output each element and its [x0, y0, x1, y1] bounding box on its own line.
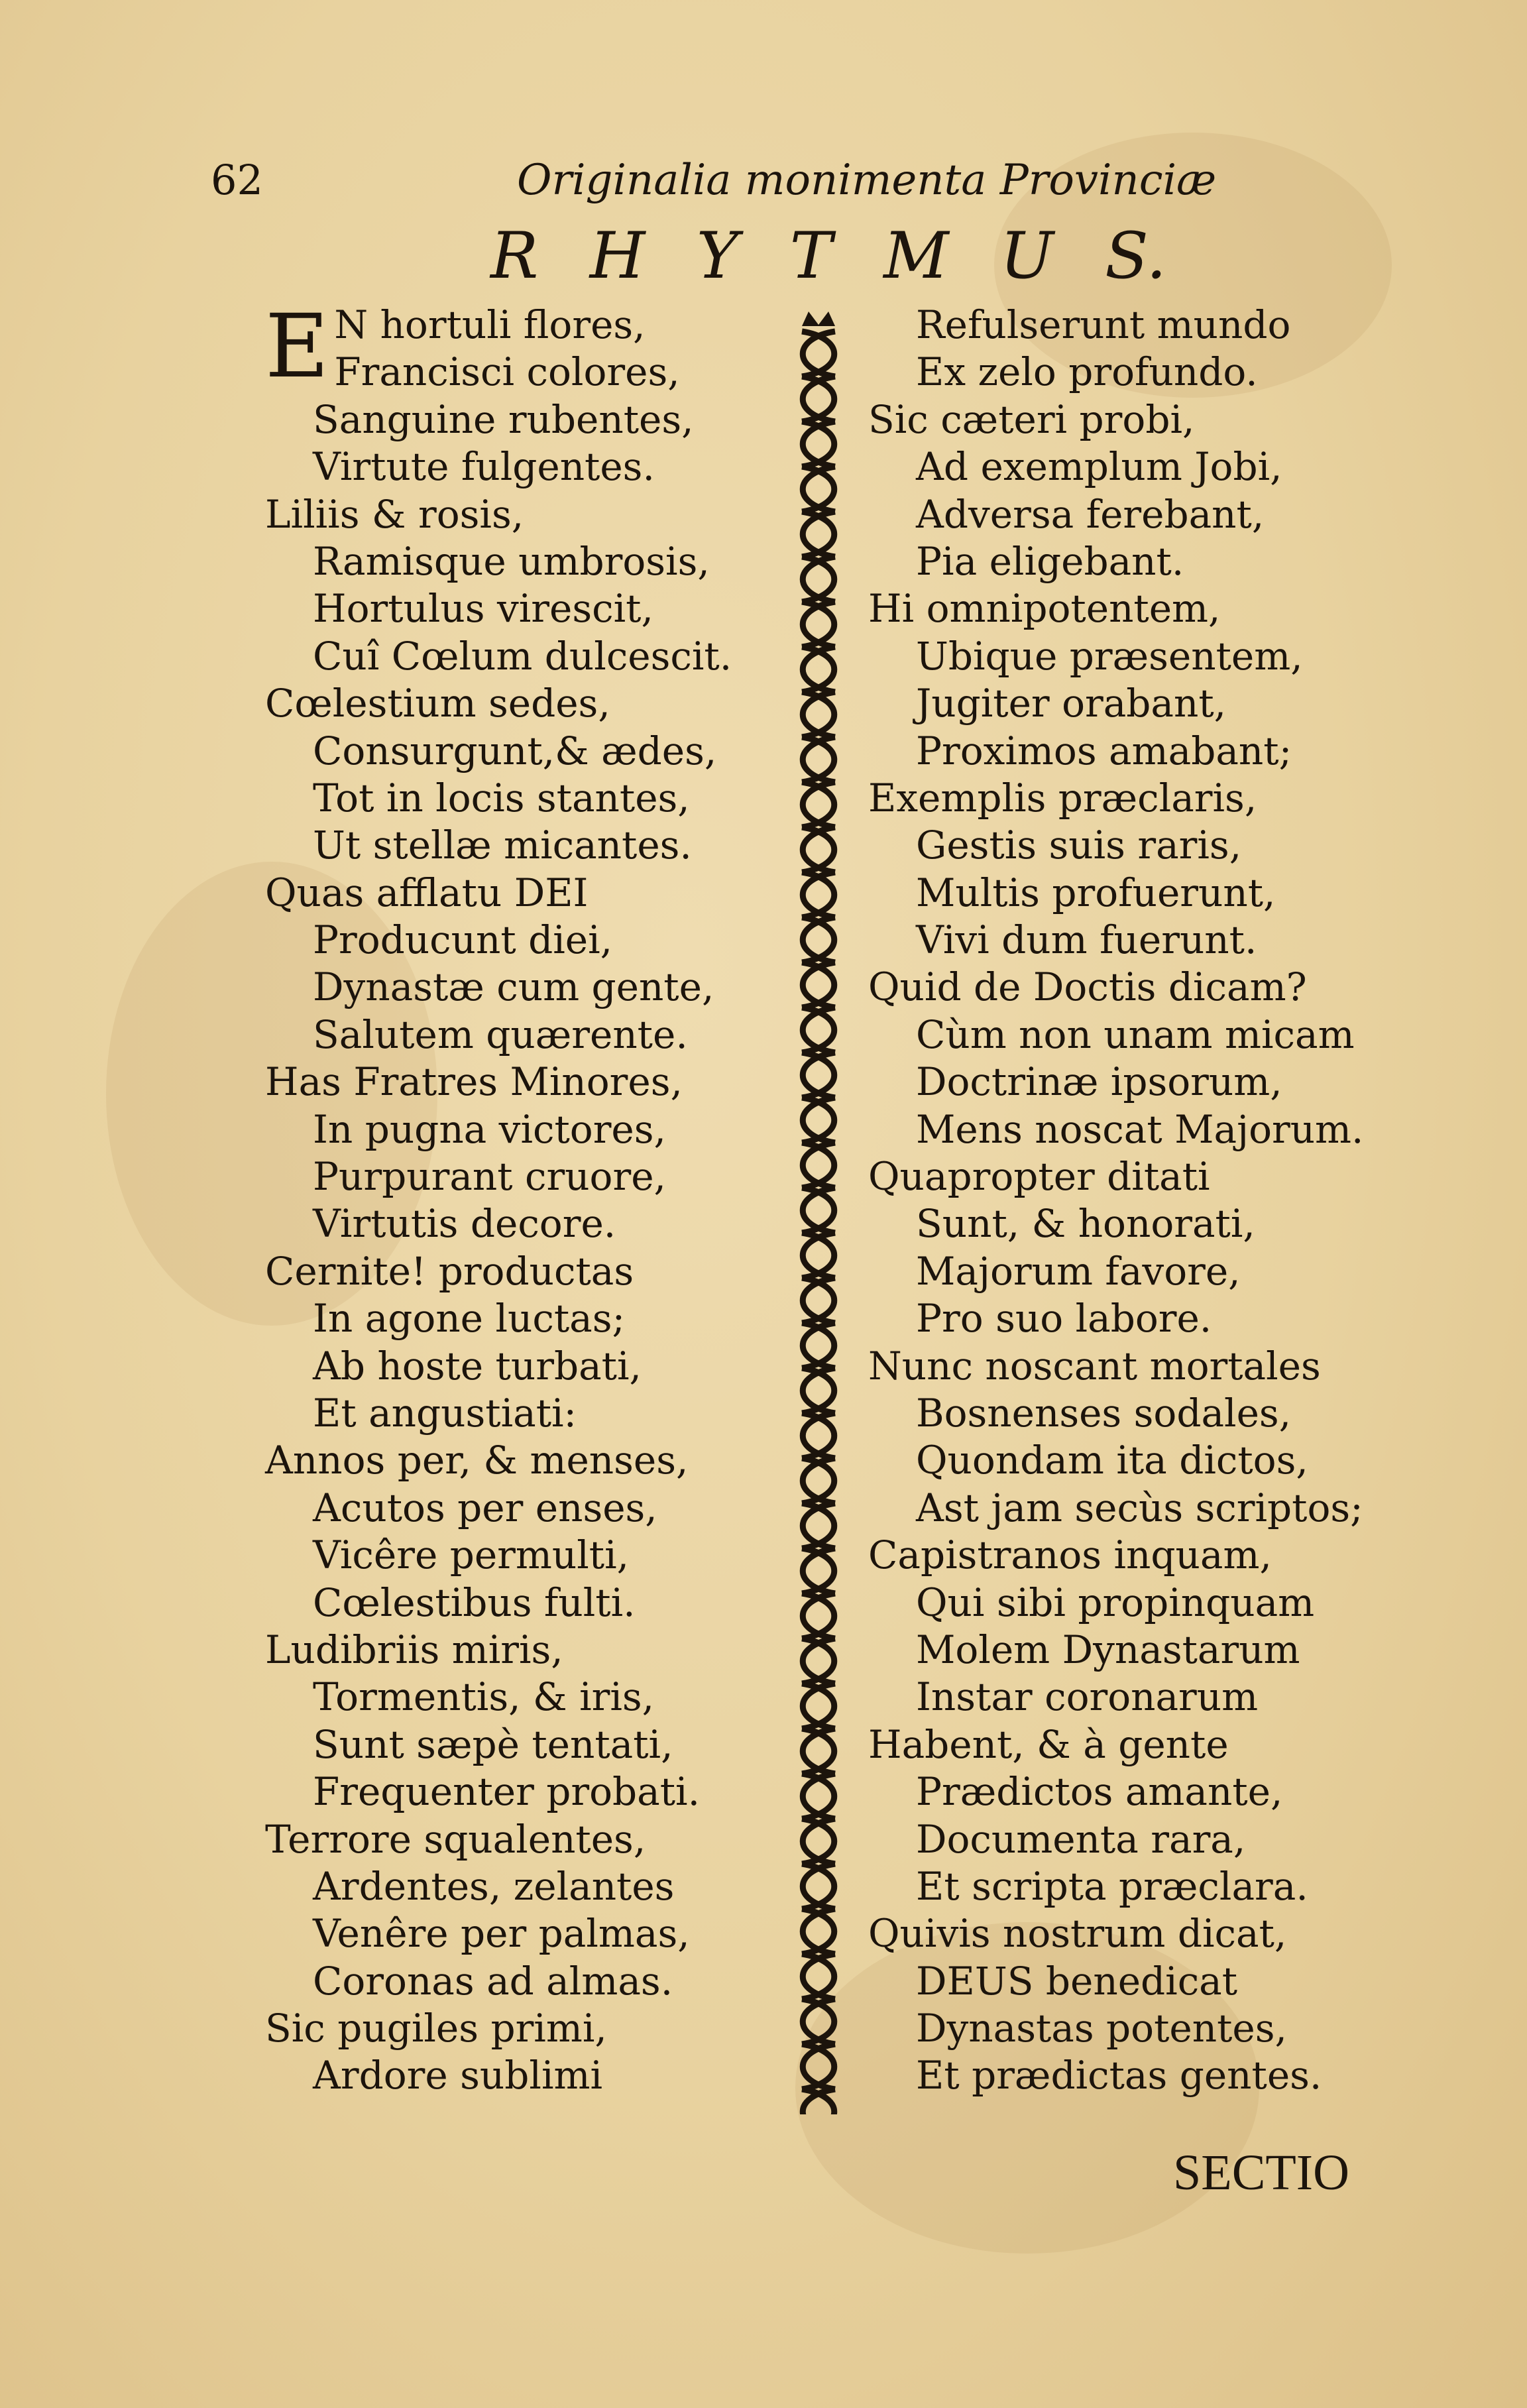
- verse-text: Ad exemplum Jobi,: [916, 444, 1282, 490]
- ornament-braid-segment: [802, 647, 835, 692]
- drop-cap: E: [265, 296, 329, 398]
- verse-text: Ast jam secùs scriptos;: [916, 1485, 1363, 1530]
- page-header: [0, 156, 1527, 215]
- verse-line: [265, 1627, 769, 1674]
- verse-line: [265, 1295, 769, 1342]
- verse-line: [265, 1816, 769, 1863]
- verse-text: Ab hoste turbati,: [313, 1343, 642, 1389]
- verse-text: Purpurant cruore,: [313, 1154, 666, 1200]
- verse-text: Quid de Doctis dicam?: [868, 964, 1307, 1010]
- verse-text: DEUS benedicat: [916, 1958, 1238, 2004]
- verse-text: Consurgunt,& ædes,: [313, 728, 717, 774]
- ornament-braid-segment: [802, 1729, 835, 1774]
- verse-text: Acutos per enses,: [313, 1485, 657, 1530]
- right-verse-column: [868, 302, 1372, 2100]
- verse-line: [265, 1059, 769, 1106]
- verse-line: [868, 349, 1372, 396]
- verse-text: Et angustiati:: [313, 1390, 577, 1436]
- ornament-braid-segment: [802, 692, 835, 737]
- verse-line: [868, 680, 1372, 727]
- verse-line: [265, 396, 769, 443]
- verse-line: [868, 964, 1372, 1011]
- ornament-braid-segment: [802, 1954, 835, 1999]
- ornament-braid-segment: [802, 1999, 835, 2044]
- left-verse-column: [265, 296, 769, 2100]
- vertical-braided-ornament: [782, 312, 855, 2114]
- verse-text: Cuî Cœlum dulcescit.: [313, 633, 732, 679]
- verse-text: Virtutis decore.: [313, 1201, 616, 1247]
- section-title-letter: M: [883, 219, 949, 293]
- verse-text: Nunc noscant mortales: [868, 1343, 1321, 1389]
- verse-text: Quas afflatu DEI: [265, 870, 589, 915]
- section-title-letter: R: [490, 219, 539, 293]
- verse-text: Exemplis præclaris,: [868, 775, 1257, 821]
- verse-line: [868, 1910, 1372, 1957]
- verse-line: [265, 585, 769, 632]
- verse-line: [265, 1106, 769, 1153]
- ornament-braid-segment: [802, 422, 835, 467]
- ornament-braid-segment: [802, 512, 835, 557]
- verse-text: Cœlestium sedes,: [265, 681, 610, 726]
- ornament-braid-segment: [802, 1098, 835, 1143]
- verse-text: Mens noscat Majorum.: [916, 1106, 1364, 1152]
- verse-text: Instar coronarum: [916, 1674, 1259, 1720]
- verse-text: Coronas ad almas.: [313, 1958, 673, 2004]
- catchword: SECTIO: [1173, 2145, 1349, 2201]
- ornament-braid-segment: [802, 1864, 835, 1909]
- verse-line: [265, 1390, 769, 1437]
- verse-text: Producunt diei,: [313, 917, 613, 963]
- verse-text: Multis profuerunt,: [916, 870, 1276, 915]
- ornament-braid-segment: [802, 827, 835, 872]
- verse-text: Has Fratres Minores,: [265, 1059, 683, 1105]
- verse-text: In pugna victores,: [313, 1106, 666, 1152]
- ornament-braid-segment: [802, 602, 835, 647]
- ornament-braid-segment: [802, 557, 835, 602]
- verse-line: [265, 491, 769, 538]
- ornament-braid-segment: [802, 962, 835, 1007]
- verse-line: [265, 1910, 769, 1957]
- verse-line: [265, 1768, 769, 1815]
- verse-line: [868, 1768, 1372, 1815]
- verse-line: [868, 728, 1372, 775]
- verse-text: Et scripta præclara.: [916, 1863, 1308, 1909]
- verse-text: Refulserunt mundo: [916, 302, 1291, 347]
- section-title-letter: U: [999, 219, 1054, 293]
- verse-text: Virtute fulgentes.: [313, 444, 655, 490]
- verse-line: [265, 917, 769, 964]
- section-title-letter: H: [589, 219, 646, 293]
- ornament-braid-segment: [802, 2089, 835, 2114]
- verse-text: Ramisque umbrosis,: [313, 538, 710, 584]
- page-number: 62: [211, 156, 263, 204]
- ornament-braid-segment: [802, 1503, 835, 1548]
- verse-line: [265, 822, 769, 869]
- verse-text: Adversa ferebant,: [916, 491, 1265, 537]
- verse-text: Cœlestibus fulti.: [313, 1579, 636, 1625]
- verse-line: [265, 1863, 769, 1910]
- verse-text: Doctrinæ ipsorum,: [916, 1059, 1282, 1105]
- verse-text: Vicêre permulti,: [313, 1532, 630, 1578]
- verse-line: [265, 633, 769, 680]
- verse-text: Capistranos inquam,: [868, 1532, 1272, 1578]
- verse-text: In agone luctas;: [313, 1296, 626, 1342]
- verse-line: [868, 1721, 1372, 1768]
- ornament-braid-segment: [802, 782, 835, 827]
- verse-line: [265, 1721, 769, 1768]
- verse-line: [868, 2052, 1372, 2099]
- verse-text: Ardore sublimi: [313, 2053, 603, 2098]
- verse-line: [868, 443, 1372, 490]
- running-title: Originalia monimenta Provinciæ: [517, 156, 1217, 205]
- ornament-braid-segment: [802, 1593, 835, 1638]
- verse-text: Cernite! productas: [265, 1248, 634, 1294]
- verse-text: Dynastæ cum gente,: [313, 964, 714, 1010]
- ornament-braid-segment: [802, 1368, 835, 1413]
- verse-text: Sic cæteri probi,: [868, 396, 1195, 442]
- ornament-braid-segment: [802, 2044, 835, 2089]
- verse-text: Tormentis, & iris,: [313, 1674, 655, 1720]
- verse-text: Gestis suis raris,: [916, 823, 1242, 868]
- ornament-braid-segment: [802, 1053, 835, 1098]
- verse-line: [868, 1059, 1372, 1106]
- verse-text: Salutem quærente.: [313, 1011, 688, 1057]
- verse-text: Jugiter orabant,: [916, 681, 1227, 726]
- verse-line: [868, 1674, 1372, 1721]
- section-title-letter: Y: [696, 219, 739, 293]
- verse-text: Habent, & à gente: [868, 1721, 1229, 1767]
- section-title: [490, 219, 1166, 292]
- verse-text: Et prædictas gentes.: [916, 2053, 1322, 2098]
- verse-text: Ardentes, zelantes: [313, 1863, 675, 1909]
- verse-text: Pro suo labore.: [916, 1296, 1212, 1342]
- ornament-braid-segment: [802, 1638, 835, 1684]
- verse-text: Quivis nostrum dicat,: [868, 1911, 1287, 1957]
- verse-text: Quapropter ditati: [868, 1154, 1210, 1200]
- verse-line: [265, 1011, 769, 1059]
- verse-line: [868, 538, 1372, 585]
- verse-line: [265, 775, 769, 822]
- ornament-braid-segment: [802, 1413, 835, 1458]
- verse-text: Prædictos amante,: [916, 1769, 1283, 1815]
- ornament-braid-segment: [802, 1007, 835, 1053]
- verse-text: Sanguine rubentes,: [313, 396, 694, 442]
- verse-text: Annos per, & menses,: [265, 1438, 689, 1483]
- ornament-braid-segment: [802, 917, 835, 962]
- verse-text: Sunt sæpè tentati,: [313, 1721, 673, 1767]
- verse-line: [265, 964, 769, 1011]
- ornament-braid-segment: [802, 1458, 835, 1503]
- verse-line: [868, 1532, 1372, 1579]
- verse-line: [265, 349, 769, 396]
- section-title-letter: S.: [1105, 219, 1166, 293]
- verse-line: [265, 1153, 769, 1200]
- ornament-braid-segment: [802, 737, 835, 782]
- ornament-braid-segment: [802, 1233, 835, 1278]
- verse-line: [868, 1200, 1372, 1247]
- ornament-braid-segment: [802, 1188, 835, 1233]
- verse-line: [868, 491, 1372, 538]
- verse-line: [868, 1958, 1372, 2005]
- verse-text: Francisci colores,: [334, 349, 680, 395]
- verse-line: [868, 822, 1372, 869]
- verse-text: Documenta rara,: [916, 1816, 1246, 1862]
- verse-line: [868, 917, 1372, 964]
- verse-text: Tot in locis stantes,: [313, 775, 690, 821]
- section-title-letter: T: [789, 219, 832, 293]
- ornament-crown: [802, 312, 835, 326]
- verse-line: [868, 585, 1372, 632]
- verse-line: [868, 870, 1372, 917]
- verse-line: [868, 1627, 1372, 1674]
- ornament-braid-segment: [802, 1548, 835, 1593]
- verse-text: Vivi dum fuerunt.: [916, 917, 1257, 963]
- verse-line: [868, 1390, 1372, 1437]
- verse-line: [868, 775, 1372, 822]
- verse-line: [265, 1532, 769, 1579]
- verse-text: Ex zelo profundo.: [916, 349, 1258, 395]
- verse-line: [868, 1248, 1372, 1295]
- ornament-braid-segment: [802, 467, 835, 512]
- verse-text: Proximos amabant;: [916, 728, 1292, 774]
- verse-text: Quondam ita dictos,: [916, 1438, 1308, 1483]
- verse-text: Bosnenses sodales,: [916, 1390, 1292, 1436]
- verse-line: [265, 1437, 769, 1484]
- verse-line: [868, 1863, 1372, 1910]
- verse-text: Pia eligebant.: [916, 538, 1184, 584]
- verse-line: [868, 1437, 1372, 1484]
- verse-line: [265, 1200, 769, 1247]
- verse-text: Cùm non unam micam: [916, 1011, 1355, 1057]
- verse-text: Terrore squalentes,: [265, 1816, 646, 1862]
- verse-text: Liliis & rosis,: [265, 491, 524, 537]
- verse-text: Dynastas potentes,: [916, 2006, 1287, 2051]
- verse-line: [265, 1958, 769, 2005]
- verse-text: Venêre per palmas,: [313, 1911, 690, 1957]
- verse-line: [265, 538, 769, 585]
- verse-line: [265, 2052, 769, 2099]
- verse-line: [868, 1295, 1372, 1342]
- ornament-braid-segment: [802, 1278, 835, 1323]
- verse-line: [265, 443, 769, 490]
- verse-text: Qui sibi propinquam: [916, 1579, 1315, 1625]
- verse-text: Molem Dynastarum: [916, 1627, 1300, 1672]
- verse-line: [868, 1343, 1372, 1390]
- verse-text: Sunt, & honorati,: [916, 1201, 1255, 1247]
- verse-line: [868, 1153, 1372, 1200]
- verse-text: Ubique præsentem,: [916, 633, 1303, 679]
- ornament-braid-segment: [802, 376, 835, 422]
- verse-line: [265, 680, 769, 727]
- verse-text: N hortuli flores,: [334, 302, 646, 347]
- ornament-braid-segment: [802, 1323, 835, 1368]
- verse-line: [265, 1485, 769, 1532]
- verse-line: [868, 302, 1372, 349]
- verse-text: Hi omnipotentem,: [868, 586, 1221, 632]
- verse-line: [868, 1579, 1372, 1627]
- verse-text: Ludibriis miris,: [265, 1627, 563, 1672]
- verse-line: [265, 1674, 769, 1721]
- verse-text: Frequenter probati.: [313, 1769, 701, 1815]
- verse-line: [265, 1248, 769, 1295]
- verse-line: [868, 2005, 1372, 2052]
- ornament-braid-segment: [802, 1774, 835, 1819]
- ornament-braid-segment: [802, 1684, 835, 1729]
- verse-text: Ut stellæ micantes.: [313, 823, 692, 868]
- verse-line: [265, 2005, 769, 2052]
- verse-line: [868, 1011, 1372, 1059]
- verse-line: [265, 870, 769, 917]
- ornament-braid-segment: [802, 1143, 835, 1188]
- ornament-braid-segment: [802, 872, 835, 917]
- verse-text: Sic pugiles primi,: [265, 2006, 607, 2051]
- verse-text: Majorum favore,: [916, 1248, 1241, 1294]
- ornament-braid-segment: [802, 1909, 835, 1954]
- verse-line: [868, 633, 1372, 680]
- ornament-braid-segment: [802, 331, 835, 376]
- verse-text: Hortulus virescit,: [313, 586, 653, 632]
- ornament-braid-segment: [802, 1819, 835, 1864]
- verse-line: [868, 396, 1372, 443]
- verse-line: [868, 1106, 1372, 1153]
- verse-line: [868, 1485, 1372, 1532]
- verse-line: [868, 1816, 1372, 1863]
- verse-line: [265, 1579, 769, 1627]
- verse-line: [265, 1343, 769, 1390]
- verse-line: [265, 728, 769, 775]
